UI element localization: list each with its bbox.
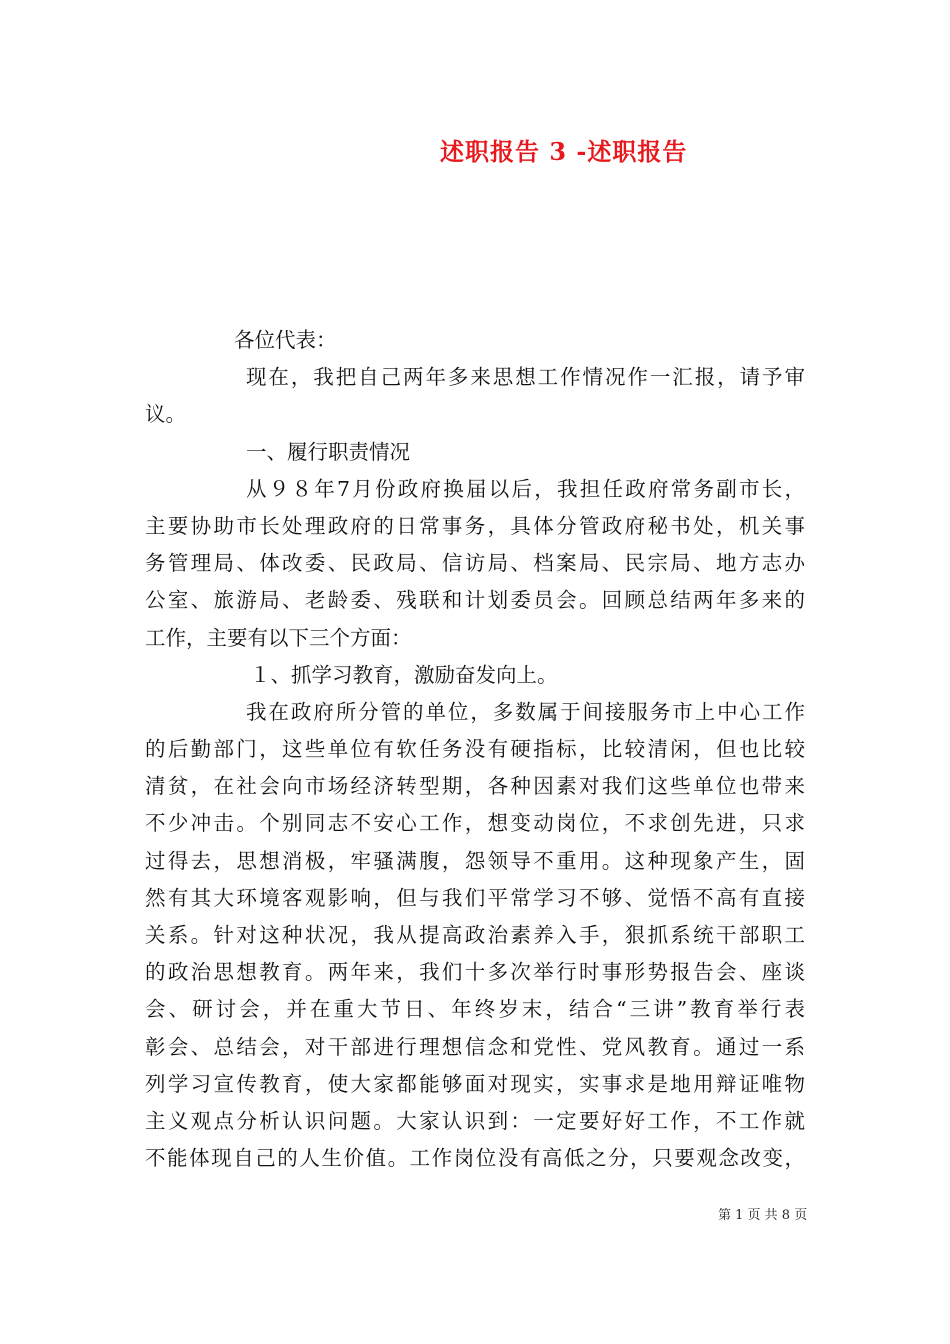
paragraph-line: 主义观点分析认识问题。大家认识到：一定要好好工作，不工作就 — [145, 1108, 805, 1133]
paragraph-line: 不能体现自己的人生价值。工作岗位没有高低之分，只要观念改变， — [145, 1146, 805, 1171]
paragraph-line: 主要协助市长处理政府的日常事务，具体分管政府秘书处，机关事 — [145, 513, 805, 538]
paragraph-line: 现在，我把自己两年多来思想工作情况作一汇报，请予审 — [246, 365, 805, 390]
paragraph-line: 关系。针对这种状况，我从提高政治素养入手，狠抓系统干部职工 — [145, 923, 805, 947]
section-heading: 一、履行职责情况 — [246, 439, 410, 464]
subsection-heading: １、抓学习教育，激励奋发向上。 — [250, 662, 558, 687]
paragraph-line: 我在政府所分管的单位，多数属于间接服务市上中心工作 — [246, 699, 805, 724]
paragraph-line: 过得去，思想消极，牢骚满腹，怨领导不重用。这种现象产生，固 — [145, 848, 805, 873]
paragraph-line: 会、研讨会，并在重大节日、年终岁末，结合“三讲”教育举行表 — [145, 997, 805, 1022]
paragraph-line: 不少冲击。个别同志不安心工作，想变动岗位，不求创先进，只求 — [145, 811, 805, 836]
paragraph-line: 务管理局、体改委、民政局、信访局、档案局、民宗局、地方志办 — [145, 551, 805, 576]
page-number: 第 1 页 共 8 页 — [718, 1208, 808, 1223]
paragraph-line: 然有其大环境客观影响，但与我们平常学习不够、觉悟不高有直接 — [145, 885, 805, 910]
paragraph-line: 议。 — [145, 402, 186, 427]
paragraph-line: 公室、旅游局、老龄委、残联和计划委员会。回顾总结两年多来的 — [145, 588, 805, 613]
document-title: 述职报告 3 -述职报告 — [440, 137, 688, 166]
paragraph-line: 的政治思想教育。两年来，我们十多次举行时事形势报告会、座谈 — [145, 960, 805, 985]
paragraph-line: 清贫，在社会向市场经济转型期，各种因素对我们这些单位也带来 — [145, 774, 805, 799]
paragraph-line: 列学习宣传教育，使大家都能够面对现实，实事求是地用辩证唯物 — [145, 1071, 805, 1096]
paragraph-line: 彰会、总结会，对干部进行理想信念和党性、党风教育。通过一系 — [145, 1034, 805, 1059]
paragraph-line: 从９８年7月份政府换届以后，我担任政府常务副市长， — [246, 476, 805, 501]
salutation: 各位代表： — [234, 328, 337, 352]
paragraph-line: 的后勤部门，这些单位有软任务没有硬指标，比较清闲，但也比较 — [145, 737, 805, 762]
paragraph-line: 工作，主要有以下三个方面： — [145, 625, 412, 650]
document-body — [145, 322, 805, 1177]
